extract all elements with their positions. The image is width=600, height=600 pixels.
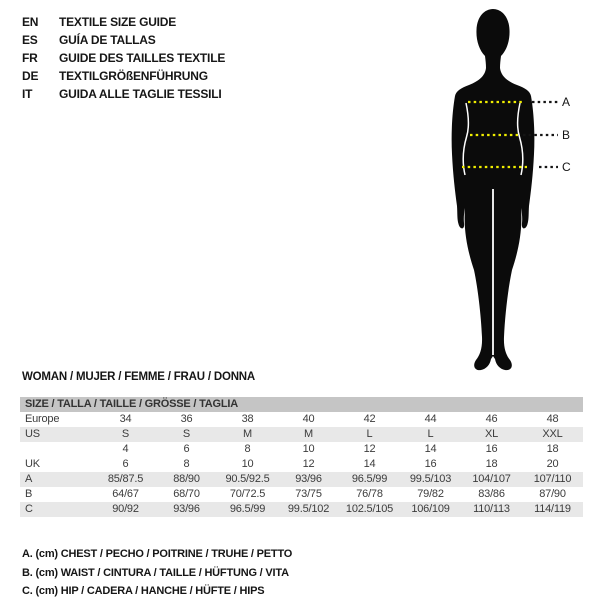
table-row (20, 487, 583, 502)
size-cell: 6 (183, 443, 190, 455)
size-cell: 44 (424, 413, 437, 425)
language-code: ES (22, 33, 38, 47)
table-row (20, 472, 583, 487)
size-cell: 76/78 (356, 488, 383, 500)
size-cell: 42 (363, 413, 376, 425)
language-code: DE (22, 69, 39, 83)
language-row (22, 67, 225, 85)
size-cell: 70/72.5 (229, 488, 266, 500)
size-cell: 16 (424, 458, 437, 470)
measure-label-a: A (562, 95, 571, 109)
size-cell: 73/75 (295, 488, 322, 500)
size-cell: 48 (546, 413, 559, 425)
size-cell: S (156, 427, 217, 442)
size-cell: 40 (302, 413, 315, 425)
size-cell: 8 (244, 443, 251, 455)
language-title: TEXTILGRÖßENFÜHRUNG (59, 69, 208, 83)
language-code: IT (22, 87, 33, 101)
size-cell: 102.5/105 (339, 502, 400, 517)
section-heading: WOMAN / MUJER / FEMME / FRAU / DONNA (22, 371, 256, 383)
table-row (20, 427, 583, 442)
size-cell: 90.5/92.5 (217, 472, 278, 487)
size-cell: 6 (122, 458, 129, 470)
size-cell: 110/113 (461, 502, 522, 517)
size-cell: 106/109 (400, 502, 461, 517)
measure-label-c: C (562, 160, 571, 174)
size-cell: L (400, 427, 461, 442)
table-row (20, 442, 583, 457)
measure-label-b: B (562, 128, 571, 142)
size-cell: 96.5/99 (339, 472, 400, 487)
language-title: GUÍA DE TALLAS (59, 33, 156, 47)
size-cell: 79/82 (417, 488, 444, 500)
size-cell: 114/119 (522, 502, 583, 517)
language-row (22, 31, 225, 49)
row-label: B (25, 488, 33, 500)
language-row (22, 85, 225, 103)
row-label (20, 442, 95, 457)
table-row (20, 457, 583, 472)
size-cell: XL (461, 427, 522, 442)
size-cell: XXL (522, 427, 583, 442)
row-label: Europe (25, 413, 60, 425)
language-title: GUIDA ALLE TAGLIE TESSILI (59, 87, 222, 101)
legend-row: C. (cm) HIP / CADERA / HANCHE / HÜFTE / HIPS (22, 585, 265, 597)
size-cell: 46 (485, 413, 498, 425)
language-title: GUIDE DES TAILLES TEXTILE (59, 51, 226, 65)
size-table-header: SIZE / TALLA / TAILLE / GRÖSSE / TAGLIA (20, 397, 583, 412)
row-label: C (20, 502, 95, 517)
table-row (20, 502, 583, 517)
language-title: TEXTILE SIZE GUIDE (59, 15, 177, 29)
language-row (22, 49, 225, 67)
size-cell: L (339, 427, 400, 442)
language-row (22, 13, 225, 31)
size-cell: M (278, 427, 339, 442)
size-cell: 99.5/103 (400, 472, 461, 487)
size-cell: 14 (424, 443, 437, 455)
size-cell: 85/87.5 (95, 472, 156, 487)
row-label: A (20, 472, 95, 487)
size-cell: 8 (183, 458, 190, 470)
size-cell: M (217, 427, 278, 442)
size-cell: 93/96 (278, 472, 339, 487)
size-cell: 34 (119, 413, 132, 425)
language-list (22, 13, 225, 103)
size-cell: 4 (122, 443, 129, 455)
woman-silhouette-figure (410, 7, 572, 379)
size-cell: 12 (363, 443, 376, 455)
table-row (20, 412, 583, 427)
size-table (20, 397, 583, 517)
size-cell: 36 (180, 413, 193, 425)
size-cell: 96.5/99 (217, 502, 278, 517)
size-cell: 90/92 (95, 502, 156, 517)
size-table-body (20, 412, 583, 517)
legend-row: B. (cm) WAIST / CINTURA / TAILLE / HÜFTUNG / VITA (22, 566, 289, 579)
measurement-legend (22, 545, 292, 600)
size-cell: 68/70 (173, 488, 200, 500)
size-cell: 12 (302, 458, 315, 470)
size-cell: 83/86 (478, 488, 505, 500)
size-cell: 93/96 (156, 502, 217, 517)
size-cell: 99.5/102 (278, 502, 339, 517)
size-cell: 38 (241, 413, 254, 425)
size-cell: S (95, 427, 156, 442)
size-cell: 18 (485, 458, 498, 470)
size-cell: 16 (485, 443, 498, 455)
size-cell: 107/110 (522, 472, 583, 487)
legend-row: A. (cm) CHEST / PECHO / POITRINE / TRUHE / PETTO (22, 548, 293, 560)
size-cell: 88/90 (156, 472, 217, 487)
size-cell: 18 (546, 443, 559, 455)
size-cell: 14 (363, 458, 376, 470)
row-label: UK (25, 458, 40, 470)
language-code: FR (22, 51, 38, 65)
size-cell: 10 (302, 443, 315, 455)
size-cell: 87/90 (539, 488, 566, 500)
size-cell: 10 (241, 458, 254, 470)
size-cell: 20 (546, 458, 559, 470)
size-table-grid (20, 412, 583, 517)
size-cell: 104/107 (461, 472, 522, 487)
row-label: US (20, 427, 95, 442)
language-code: EN (22, 15, 39, 29)
size-cell: 64/67 (112, 488, 139, 500)
